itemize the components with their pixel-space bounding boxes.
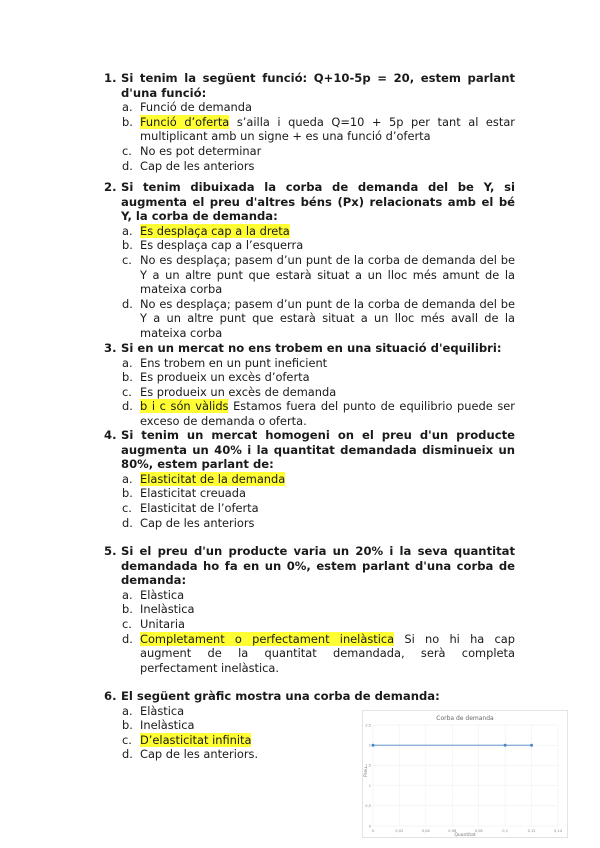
x-tick-label: 0,06 (448, 829, 457, 833)
chart-xlabel: Quantitat (454, 833, 476, 838)
option-c: c. Unitaria (122, 616, 185, 631)
option-d: d. Completament o perfectament inelàstica Si no hi ha cap augment de la quantitat demandada, serà completa perfectament inelàstica. (122, 631, 515, 675)
question-text: Si el preu d'un producte varia un 20% i la seva quantitat demandada ho fa en un 0%, estem parlant d'una corba de demanda: (121, 544, 515, 588)
x-tick-label: 0,1 (502, 829, 509, 833)
highlighted-answer: Completament o perfectament inelàstica (140, 631, 395, 646)
option-a: a. Elasticitat de la demanda (122, 471, 286, 486)
question-text: Si tenim dibuixada la corba de demanda del be Y, si augmenta el preu d'altres béns (Px) relacionats amb el bé Y, la corba de demanda: (121, 180, 515, 224)
option-d: d. Cap de les anteriors (122, 158, 255, 173)
option-b: b. Inelàstica (122, 718, 195, 733)
question-1 (104, 71, 515, 173)
option-a: a. Es desplaça cap a la dreta (122, 223, 290, 238)
y-tick-label: 0,5 (365, 804, 371, 809)
answer-note: s’ailla i queda Q=10 + 5p per tant al estar multiplicant amb un signe + es una funció d’oferta (140, 114, 515, 144)
chart-frame (363, 711, 568, 838)
question-3 (104, 341, 515, 429)
y-tick-label: 2,5 (365, 723, 371, 728)
answer-note: Estamos fuera del punto de equilibrio puede ser exceso de demanda o oferta. (140, 399, 515, 428)
option-a: a. Elàstica (122, 703, 185, 718)
y-tick-label: 1 (368, 783, 371, 788)
demand-data-point (530, 744, 533, 747)
option-c: c. No es desplaça; pasem d’un punt de la corba de demanda del be Y a un altre punt que estarà situat a un lloc més amunt de la mateixa corba (122, 252, 515, 297)
x-tick-label: 0,08 (474, 829, 483, 833)
option-a: a. Ens trobem en un punt ineficient (122, 355, 328, 370)
x-tick-label: 0,02 (395, 829, 404, 833)
option-b: b. Elasticitat creuada (122, 486, 246, 501)
y-tick-label: 2 (368, 743, 371, 748)
question-text: El següent gràfic mostra una corba de demanda: (121, 689, 440, 703)
option-d: d. Cap de les anteriors. (122, 747, 259, 762)
question-text: Si en un mercat no ens trobem en una situació d'equilibri: (121, 341, 502, 355)
option-c: c. D’elasticitat infinita (122, 732, 252, 747)
option-c: c. Elasticitat de l’oferta (122, 500, 259, 515)
question-5 (104, 544, 515, 675)
question-number: 5. (104, 544, 117, 558)
highlighted-answer: D’elasticitat infinita (140, 732, 252, 747)
option-c: c. Es produeix un excès de demanda (122, 384, 337, 399)
demand-data-point (504, 744, 507, 747)
option-b: b. Es produeix un excès d’oferta (122, 370, 310, 385)
option-d: d. b i c són vàlids Estamos fuera del punto de equilibrio puede ser exceso de demanda o oferta. (122, 399, 515, 428)
highlighted-answer: Elasticitat de la demanda (140, 471, 286, 486)
y-tick-label: 1,5 (365, 763, 371, 768)
option-a: a. Funció de demanda (122, 100, 252, 115)
chart-ylabel: Preu (364, 766, 369, 778)
x-tick-label: 0 (371, 829, 375, 833)
y-tick-label: 0 (368, 824, 371, 829)
question-2 (104, 180, 515, 341)
x-tick-label: 0,04 (421, 829, 430, 833)
option-d: d. Cap de les anteriors (122, 515, 255, 530)
highlighted-answer: Funció d’oferta (140, 114, 230, 129)
x-tick-label: 0,12 (527, 829, 536, 833)
question-number: 1. (104, 71, 117, 85)
option-b: b. Inelàstica (122, 602, 195, 617)
option-a: a. Elàstica (122, 587, 185, 602)
chart-title: Corba de demanda (436, 715, 494, 722)
question-number: 4. (104, 428, 117, 442)
option-b: b. Es desplaça cap a l’esquerra (122, 238, 304, 253)
question-number: 3. (104, 341, 117, 355)
question-text: Si tenim un mercat homogeni on el preu d'un producte augmenta un 40% i la quantitat demandada disminueix un 80%, estem parlant de: (121, 428, 515, 472)
question-text: Si tenim la següent funció: Q+10-5p = 20, estem parlant d'una funció: (121, 71, 515, 100)
option-d: d. No es desplaça; pasem d’un punt de la corba de demanda del be Y a un altre punt que estarà situat a un lloc més avall de la mateixa corba (122, 296, 515, 340)
question-number: 2. (104, 180, 117, 194)
x-tick-label: 0,14 (553, 829, 563, 833)
question-number: 6. (104, 689, 117, 703)
answer-note: Si no hi ha cap augment de la quantitat demandada, serà completa perfectament inelàstica. (140, 631, 515, 675)
highlighted-answer: Es desplaça cap a la dreta (140, 223, 290, 238)
highlighted-answer: b i c són vàlids (140, 399, 229, 414)
option-b: b. Funció d’oferta s’ailla i queda Q=10 + 5p per tant al estar multiplicant amb un signe + es una funció d’oferta (122, 114, 515, 144)
demand-curve-chart (362, 710, 568, 838)
question-4 (104, 428, 515, 530)
option-c: c. No es pot determinar (122, 143, 262, 158)
demand-data-point (372, 744, 375, 747)
